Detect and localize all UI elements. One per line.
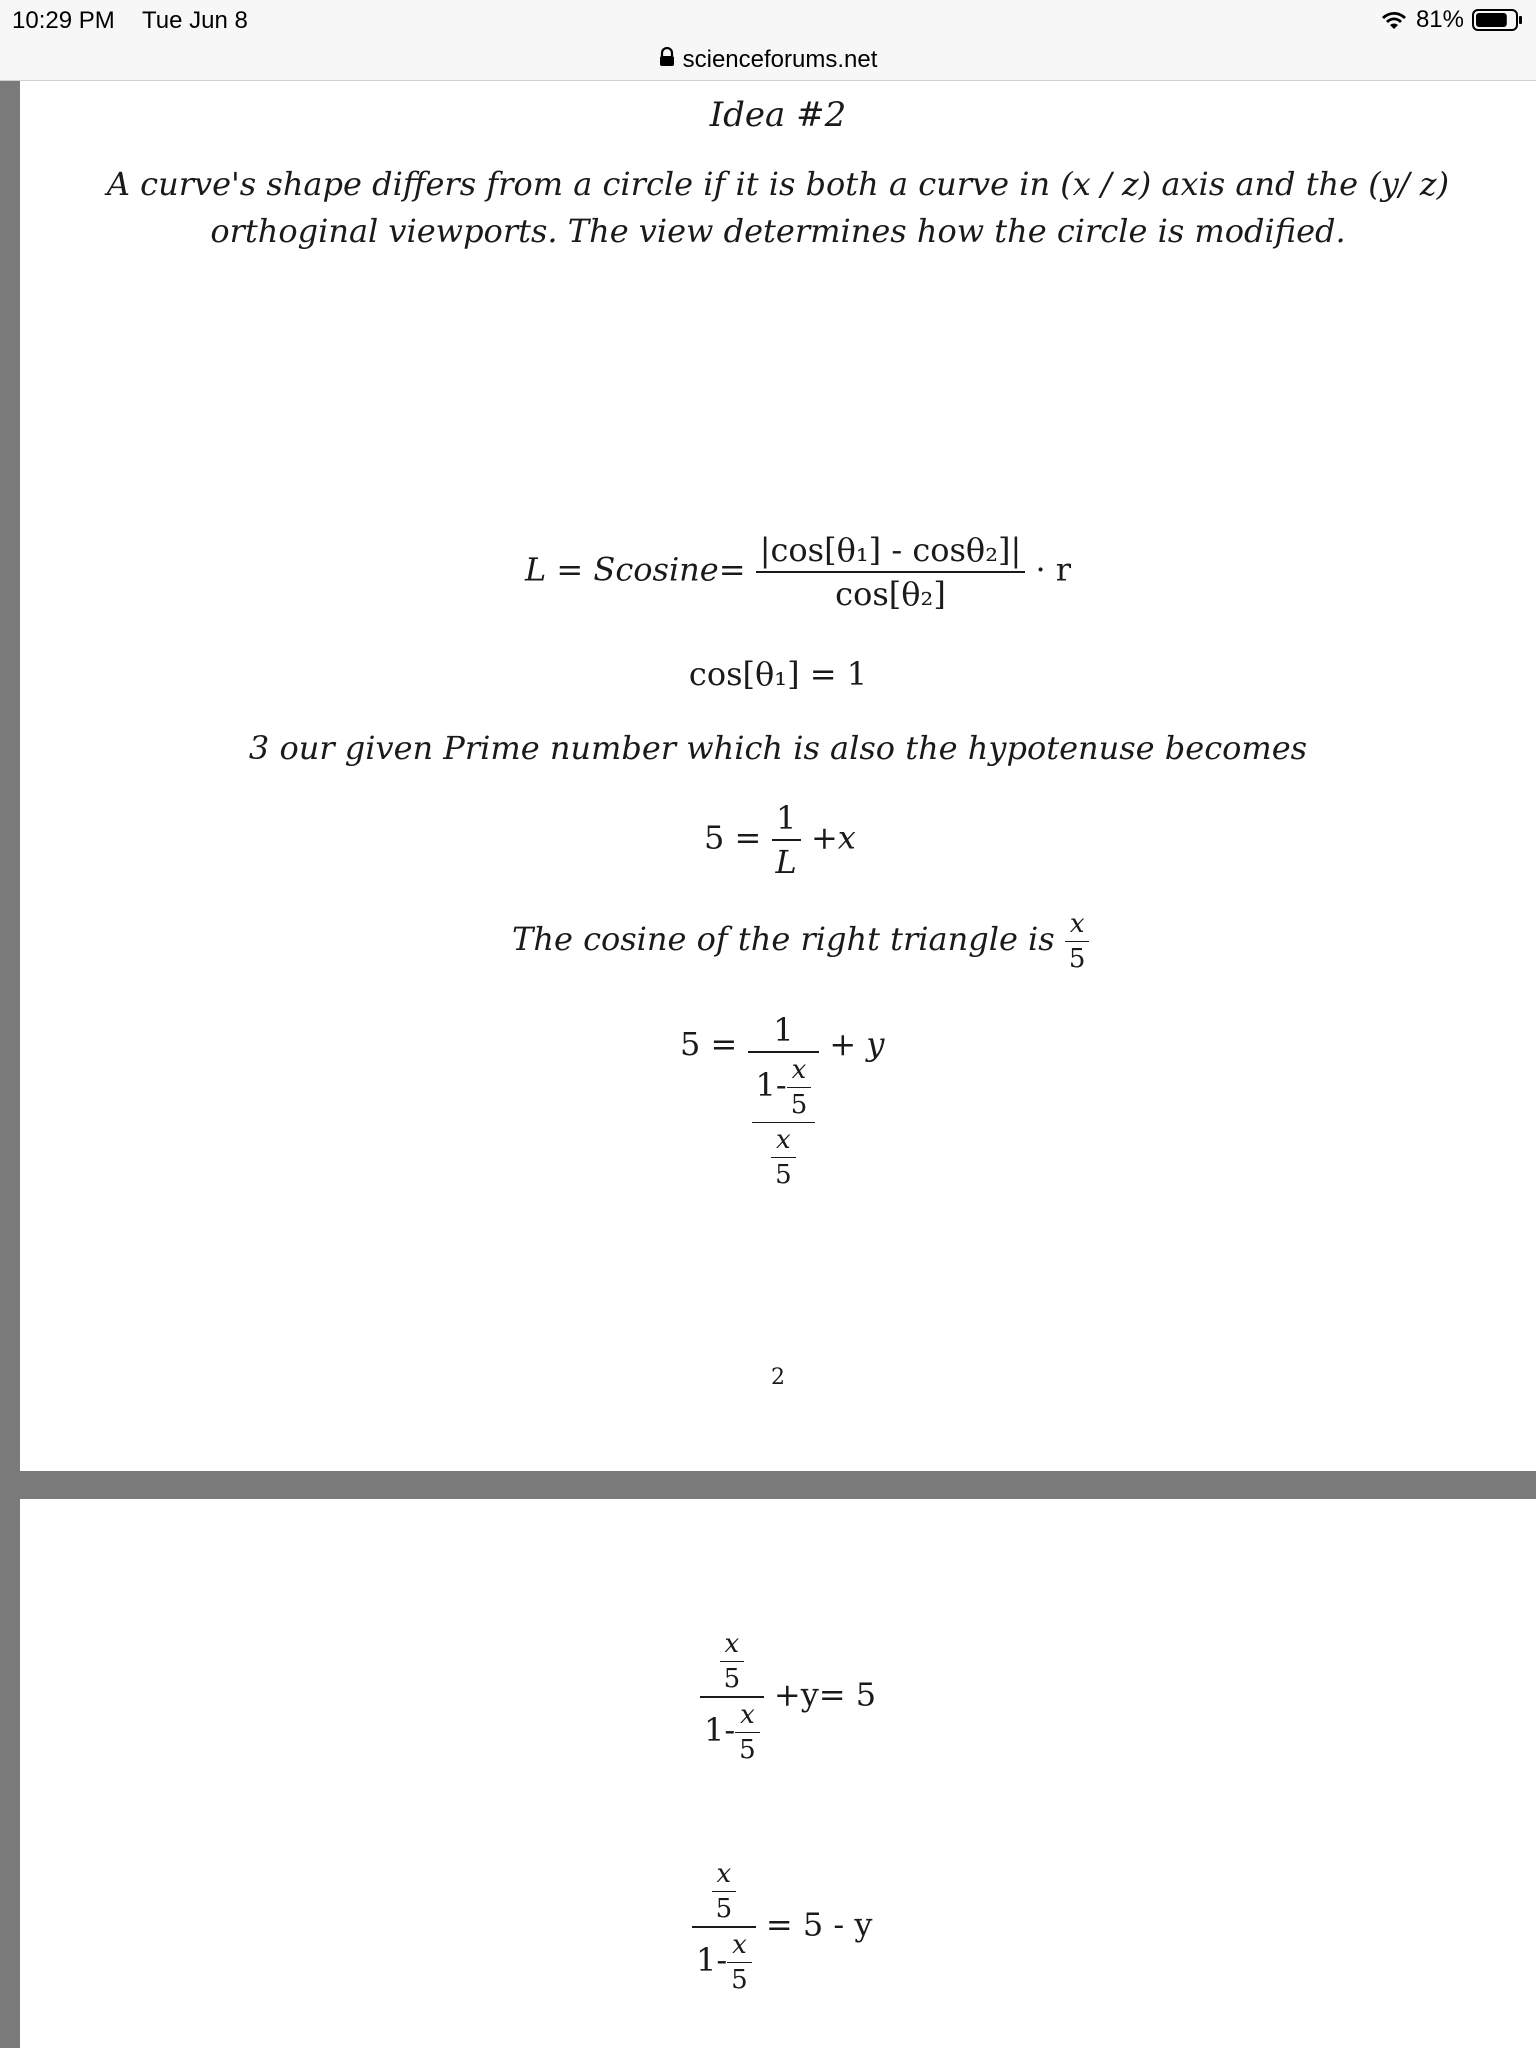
eq4-rhs: + y (829, 1025, 885, 1063)
pdf-page-2 (20, 1499, 1536, 2048)
eq5-tf-den: 5 (723, 1664, 741, 1694)
eq1-numerator: |cos[θ₁] - cosθ₂]| (756, 531, 1026, 573)
eq5-rhs: +y= 5 (773, 1675, 877, 1714)
eq5-bottom-frac (735, 1700, 760, 1765)
eq3-numerator: 1 (772, 799, 801, 841)
cosine-triangle-line (512, 909, 1089, 974)
eq4-den-inner (752, 1055, 816, 1190)
url-bar[interactable] (0, 40, 1536, 81)
eq5-fraction (700, 1629, 764, 1765)
equation-nested-minus-y (692, 1859, 872, 1995)
eq4-lhs: 5 = (680, 1025, 738, 1063)
equation-nested-plus-y (700, 1629, 876, 1765)
battery-icon (1472, 8, 1524, 32)
lock-icon (659, 46, 675, 74)
eq1-denominator: cos[θ₂] (835, 575, 946, 613)
eq4-den-bottom-frac (771, 1125, 796, 1190)
eq6-bottom-frac (727, 1930, 752, 1995)
eq6-rhs: = 5 - y (765, 1905, 873, 1944)
line4-frac-num: x (1065, 909, 1090, 942)
eq5-numerator (700, 1629, 764, 1698)
status-bar (0, 0, 1536, 40)
eq6-bottom-text: 1- (696, 1941, 728, 1979)
eq6-tf-den: 5 (715, 1894, 733, 1924)
eq3-denominator: L (775, 843, 797, 881)
paragraph-line-2: orthoginal viewports. The view determines how the circle is modified. (210, 212, 1346, 250)
equation-five-over-L (704, 799, 856, 881)
eq4-dbf-den: 5 (775, 1160, 792, 1190)
line4-frac-den: 5 (1068, 944, 1086, 974)
equation-scosine (525, 531, 1071, 613)
eq4-dtf-den: 5 (790, 1090, 808, 1120)
eq6-bf-num: x (727, 1930, 752, 1963)
eq5-bf-den: 5 (739, 1735, 756, 1765)
eq5-tf-num: x (720, 1629, 745, 1662)
eq4-denominator (748, 1053, 820, 1190)
eq3-rhs: +x (810, 818, 856, 857)
eq6-numerator (692, 1859, 756, 1928)
eq5-bottom-text: 1- (704, 1711, 736, 1749)
eq3-fraction (772, 799, 801, 881)
status-time: 10:29 PM (12, 7, 115, 34)
eq4-fraction (748, 1011, 820, 1190)
eq5-denominator (700, 1698, 764, 1765)
paragraph-line-1: A curve's shape differs from a circle if it is both a curve in (x / z) axis and the (y/ z) (106, 165, 1450, 203)
cosine-triangle-text: The cosine of the right triangle is (512, 920, 1055, 958)
eq4-den-bottom (752, 1123, 816, 1190)
status-date: Tue Jun 8 (142, 7, 248, 34)
eq1-rhs: · r (1035, 550, 1072, 589)
eq6-top-frac (712, 1859, 737, 1924)
eq6-denominator (692, 1928, 756, 1995)
equation-complex-fraction (680, 1011, 884, 1190)
eq4-den-top-text: 1- (755, 1066, 787, 1104)
url-domain[interactable]: scienceforums.net (682, 46, 878, 73)
cosine-triangle-fraction (1065, 909, 1090, 974)
page-number: 2 (771, 1365, 785, 1390)
prime-hypotenuse-line: 3 our given Prime number which is also the hypotenuse becomes (248, 729, 1308, 767)
equation-cos-theta1: cos[θ₁] = 1 (688, 655, 868, 693)
eq4-dtf-num: x (787, 1055, 812, 1088)
eq6-fraction (692, 1859, 756, 1995)
eq6-bf-den: 5 (731, 1965, 748, 1995)
eq3-lhs: 5 = (704, 818, 762, 857)
eq1-lhs: L = Scosine= (525, 550, 746, 589)
eq6-tf-num: x (712, 1859, 737, 1892)
eq4-numerator: 1 (748, 1011, 820, 1053)
eq1-fraction (756, 531, 1026, 613)
pdf-page-1 (20, 81, 1536, 1471)
eq5-top-frac (720, 1629, 745, 1694)
battery-percent: 81% (1415, 6, 1464, 33)
section-heading: Idea #2 (709, 95, 847, 135)
eq4-dbf-num: x (771, 1125, 796, 1158)
eq4-den-top-frac (787, 1055, 812, 1120)
eq4-den-top (752, 1055, 816, 1123)
wifi-icon (1380, 9, 1408, 31)
eq5-bf-num: x (735, 1700, 760, 1733)
status-right (1380, 6, 1524, 34)
